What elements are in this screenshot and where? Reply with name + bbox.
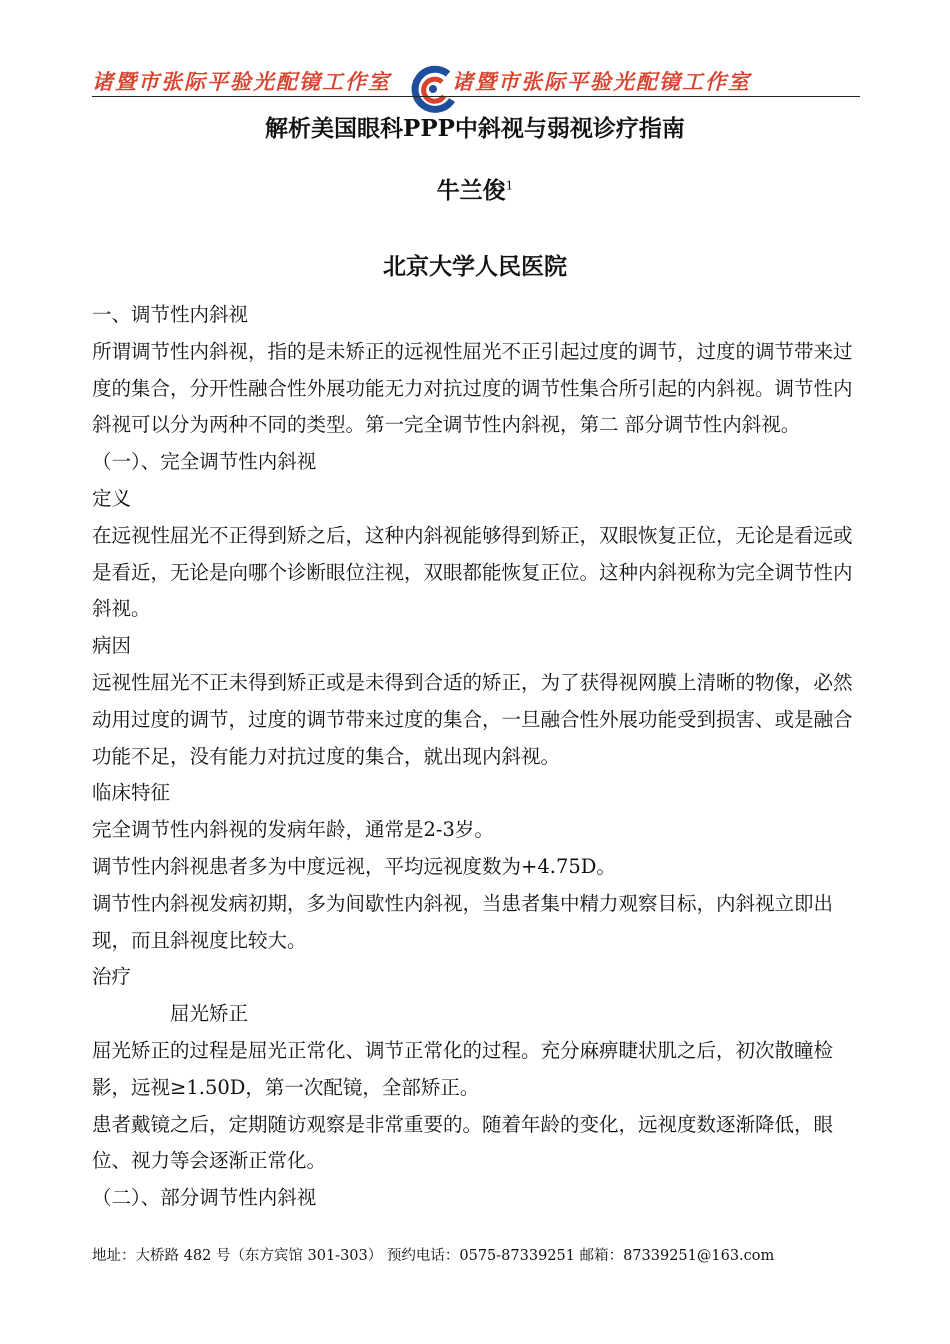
header-studio-name-left: 诸暨市张际平验光配镜工作室	[92, 69, 391, 94]
paragraph: 完全调节性内斜视的发病年龄，通常是2-3岁。	[92, 818, 494, 842]
page-footer-contact: 地址：大桥路 482 号（东方宾馆 301-303） 预约电话：0575-87339251 邮箱：87339251@163.com	[92, 1248, 775, 1264]
topic-heading: 临床特征	[92, 781, 171, 805]
header-studio-name-right: 诸暨市张际平验光配镜工作室	[452, 69, 751, 94]
paragraph: 患者戴镜之后，定期随访观察是非常重要的。随着年龄的变化，远视度数逐渐降低，眼位、视力等会逐渐正常化。	[92, 1112, 834, 1173]
indented-heading: 屈光矫正	[170, 1002, 249, 1026]
document-body	[92, 297, 862, 1217]
author-line	[0, 172, 950, 205]
subsection-heading: （二）、部分调节性内斜视	[92, 1186, 317, 1210]
header-divider	[92, 96, 860, 97]
topic-heading: 病因	[92, 634, 132, 658]
author-name: 牛兰俊	[436, 177, 506, 204]
institution: 北京大学人民医院	[383, 253, 567, 280]
paragraph: 所谓调节性内斜视，指的是未矫正的远视性屈光不正引起过度的调节，过度的调节带来过度的集合，分开性融合性外展功能无力对抗过度的调节性集合所引起的内斜视。调节性内斜视可以分为两种不同的类型。第一完全调节性内斜视，第二 部分调节性内斜视。	[92, 339, 853, 437]
paragraph: 调节性内斜视发病初期，多为间歇性内斜视，当患者集中精力观察目标，内斜视立即出现，而且斜视度比较大。	[92, 891, 834, 952]
subsection-heading: （一）、完全调节性内斜视	[92, 450, 317, 474]
page-header	[92, 66, 860, 98]
paragraph: 屈光矫正的过程是屈光正常化、调节正常化的过程。充分麻痹睫状肌之后，初次散瞳检影，远视≥1.50D，第一次配镜，全部矫正。	[92, 1038, 834, 1099]
topic-heading: 定义	[92, 486, 132, 510]
paragraph: 在远视性屈光不正得到矫之后，这种内斜视能够得到矫正，双眼恢复正位，无论是看远或是看近，无论是向哪个诊断眼位注视，双眼都能恢复正位。这种内斜视称为完全调节性内斜视。	[92, 523, 853, 621]
document-title: 解析美国眼科PPP中斜视与弱视诊疗指南	[265, 115, 685, 142]
paragraph: 调节性内斜视患者多为中度远视，平均远视度数为+4.75D。	[92, 854, 616, 878]
topic-heading: 治疗	[92, 965, 132, 989]
section-heading: 一、调节性内斜视	[92, 303, 249, 326]
paragraph: 远视性屈光不正未得到矫正或是未得到合适的矫正，为了获得视网膜上清晰的物像，必然动用过度的调节，过度的调节带来过度的集合，一旦融合性外展功能受到损害、或是融合功能不足，没有能力对抗过度的集合，就出现内斜视。	[92, 670, 853, 768]
author-footnote-mark: 1	[505, 178, 514, 193]
